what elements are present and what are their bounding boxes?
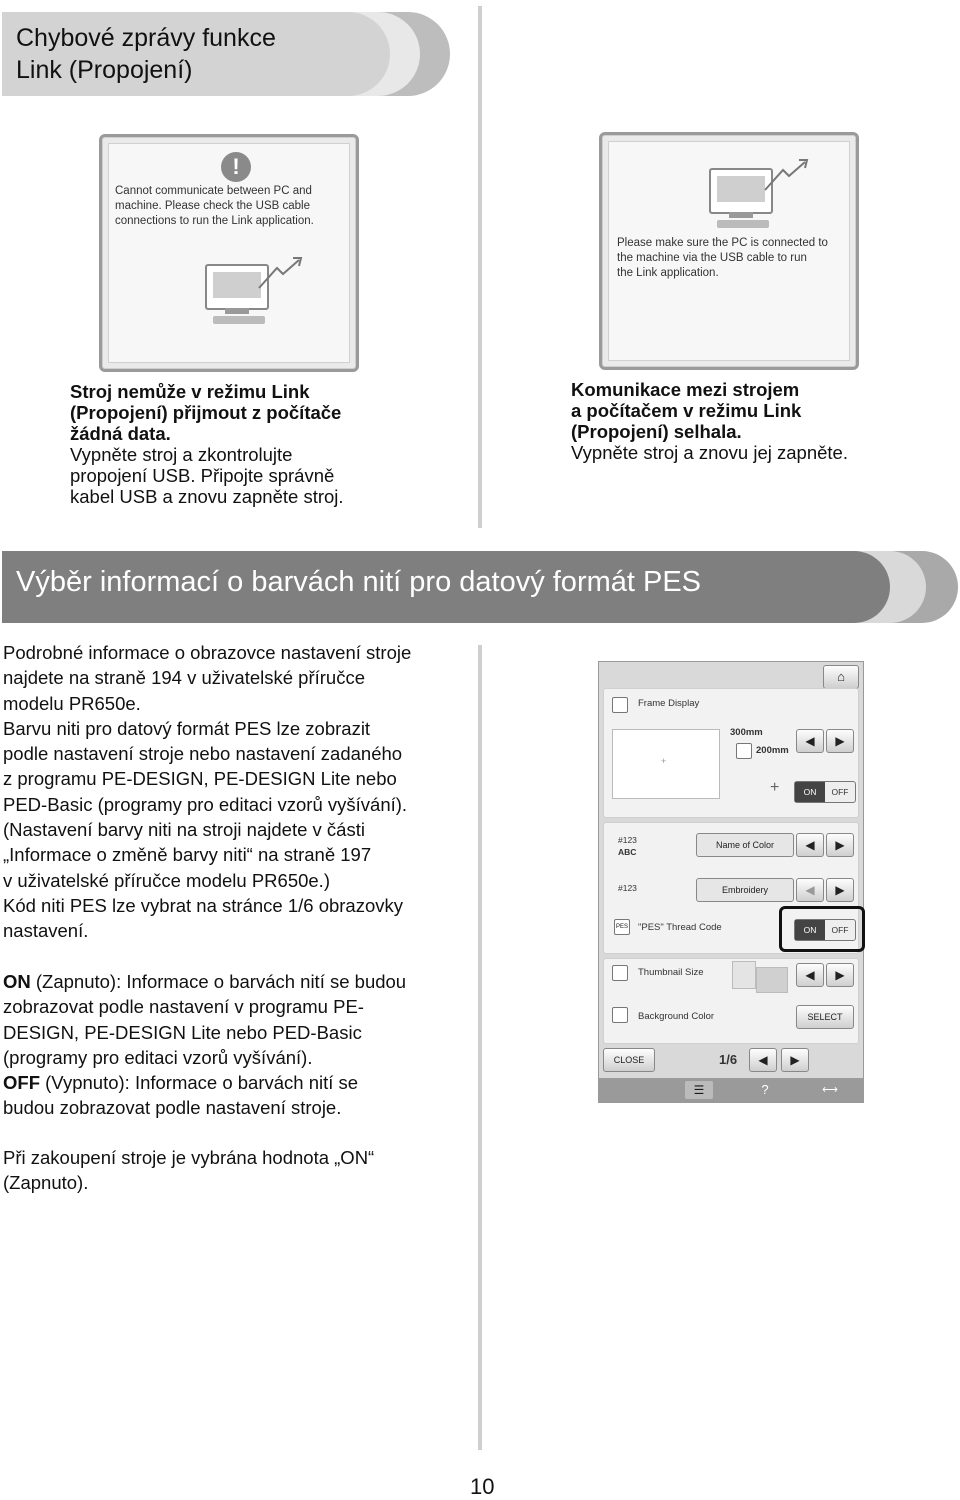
next-thumbnail-button[interactable]: ▶: [826, 963, 854, 987]
thumbnail-preview-small: [756, 967, 788, 993]
caption-bold-line: (Propojení) přijmout z počítače: [70, 402, 342, 423]
text-line: (Nastavení barvy niti na stroji najdete v části: [3, 819, 365, 841]
on-label: ON: [3, 971, 31, 992]
caption-line: Vypněte stroj a znovu jej zapněte.: [571, 442, 848, 463]
prev-frame-button[interactable]: ◀: [796, 729, 824, 753]
frame-center-mark: +: [661, 756, 667, 766]
text-line: v uživatelské příručce modelu PR650e.): [3, 869, 330, 891]
next-thread-display-button[interactable]: ▶: [826, 833, 854, 857]
error-message-line: the Link application.: [617, 267, 719, 279]
text-line: Barvu niti pro datový formát PES lze zobrazit: [3, 717, 371, 739]
next-frame-button[interactable]: ▶: [826, 729, 854, 753]
bottom-toolbar: [599, 1078, 863, 1102]
thumbnail-icon: [612, 965, 628, 981]
settings-screen: [598, 661, 864, 1103]
page-indicator: 1/6: [719, 1052, 738, 1067]
center-mark-toggle[interactable]: [794, 781, 856, 803]
size-300-label: 300mm: [730, 727, 763, 738]
toggle-on[interactable]: ON: [795, 920, 825, 940]
screen-panel: [108, 143, 350, 363]
section-title: Výběr informací o barvách nití pro datový formát PES: [16, 566, 702, 598]
frame-preview: [612, 729, 720, 799]
section-title-line: Chybové zprávy funkce: [16, 24, 276, 52]
caption-bold-line: (Propojení) selhala.: [571, 421, 742, 442]
background-color-label: Background Color: [638, 1011, 715, 1022]
caption-bold-line: Komunikace mezi strojem: [571, 379, 800, 400]
text-line: najdete na straně 194 v uživatelské příručce: [3, 667, 365, 689]
text-line: podle nastavení stroje nebo nastavení zadaného: [3, 743, 403, 765]
prev-brand-button[interactable]: ◀: [796, 878, 824, 902]
abc-label: ABC: [618, 847, 637, 857]
toggle-off[interactable]: OFF: [831, 925, 849, 935]
text-line: (programy pro editaci vzorů vyšívání).: [3, 1046, 313, 1068]
off-text: (Vypnuto): Informace o barvách nití se: [40, 1072, 359, 1094]
text-line: (Zapnuto).: [3, 1172, 89, 1194]
select-button[interactable]: SELECT: [796, 1005, 854, 1029]
text-line: „Informace o změně barvy niti“ na straně 197: [3, 844, 372, 866]
screen-panel: [608, 141, 850, 361]
caption-bold-line: žádná data.: [70, 423, 171, 444]
error-message: [115, 184, 351, 229]
text-line: modelu PR650e.: [3, 692, 141, 714]
caption-line: Vypněte stroj a zkontrolujte: [70, 444, 293, 465]
thumbnail-size-label: Thumbnail Size: [638, 967, 704, 978]
warning-icon: !: [221, 152, 251, 182]
text-line: PED-Basic (programy pro editaci vzorů vyšívání).: [3, 793, 408, 815]
section-title-line: Link (Propojení): [16, 56, 193, 84]
pes-thread-code-label: "PES" Thread Code: [638, 922, 722, 933]
text-line: budou zobrazovat podle nastavení stroje.: [3, 1097, 342, 1119]
menu-icon[interactable]: ☰: [685, 1081, 713, 1099]
caption-bold-line: Stroj nemůže v režimu Link: [70, 381, 310, 402]
error-message-line: machine. Please check the USB cable: [115, 200, 310, 212]
caption-left: [70, 381, 410, 507]
off-label: OFF: [3, 1072, 40, 1094]
prev-thread-display-button[interactable]: ◀: [796, 833, 824, 857]
error-message: [617, 236, 853, 281]
size-200-label: 200mm: [756, 745, 789, 756]
thread-number-label: #123: [618, 883, 637, 893]
error-screen-left: [99, 134, 359, 372]
thumbnail-preview-large: [732, 961, 756, 989]
text-line: z programu PE-DESIGN, PE-DESIGN Lite nebo: [3, 768, 397, 790]
caption-right: [571, 379, 911, 463]
column-divider: [478, 645, 482, 1450]
usb-arrow-icon: [761, 156, 811, 196]
text-line: Podrobné informace o obrazovce nastavení stroje: [3, 642, 412, 663]
next-brand-button[interactable]: ▶: [826, 878, 854, 902]
thread-number-label: #123: [618, 835, 637, 845]
toggle-on[interactable]: ON: [795, 782, 825, 802]
text-line: nastavení.: [3, 920, 89, 942]
display-options-row: [603, 958, 859, 1044]
next-page-button[interactable]: ▶: [781, 1048, 809, 1072]
error-screen-right: [599, 132, 859, 370]
embroidery-display: Embroidery: [696, 878, 794, 902]
text-line: Při zakoupení stroje je vybrána hodnota „ON“: [3, 1147, 375, 1168]
scroll-icon[interactable]: ⟷: [822, 1084, 838, 1096]
frame-display-row: [603, 688, 859, 818]
on-text: (Zapnuto): Informace o barvách nití se budou: [30, 971, 407, 992]
toggle-off[interactable]: OFF: [831, 787, 849, 797]
error-message-line: Please make sure the PC is connected to: [617, 237, 828, 249]
text-line: [3, 969, 473, 994]
text-line: DESIGN, PE-DESIGN Lite nebo PED-Basic: [3, 1021, 362, 1043]
usb-arrow-icon: [255, 254, 305, 294]
caption-bold-line: a počítačem v režimu Link: [571, 400, 802, 421]
home-button[interactable]: [823, 665, 859, 689]
description-paragraph: [3, 640, 473, 944]
caption-line: kabel USB a znovu zapněte stroj.: [70, 486, 344, 507]
home-icon: ⌂: [837, 669, 845, 684]
page-number: 10: [470, 1474, 495, 1499]
highlight-frame: [779, 906, 865, 952]
frame-display-icon: [612, 697, 628, 713]
caption-line: propojení USB. Připojte správně: [70, 465, 335, 486]
name-of-color-display: Name of Color: [696, 833, 794, 857]
on-off-explanation: [3, 969, 473, 1121]
error-message-line: connections to run the Link application.: [115, 215, 314, 227]
close-button[interactable]: CLOSE: [603, 1048, 655, 1072]
frame-size-icon: [736, 743, 752, 759]
prev-page-button[interactable]: ◀: [749, 1048, 777, 1072]
error-message-line: the machine via the USB cable to run: [617, 252, 807, 264]
error-message-line: Cannot communicate between PC and: [115, 185, 312, 197]
text-line: zobrazovat podle nastavení v programu PE-: [3, 996, 364, 1018]
pes-file-icon: PES: [614, 919, 630, 935]
text-line: Kód niti PES lze vybrat na stránce 1/6 obrazovky: [3, 894, 404, 916]
prev-thumbnail-button[interactable]: ◀: [796, 963, 824, 987]
center-mark-icon: +: [770, 779, 780, 796]
text-line: [3, 1070, 473, 1095]
frame-display-label: Frame Display: [638, 698, 700, 709]
help-icon[interactable]: ?: [761, 1082, 769, 1097]
section-title: [16, 22, 356, 86]
default-note: [3, 1145, 473, 1196]
background-color-icon: [612, 1007, 628, 1023]
column-divider: [478, 6, 482, 528]
